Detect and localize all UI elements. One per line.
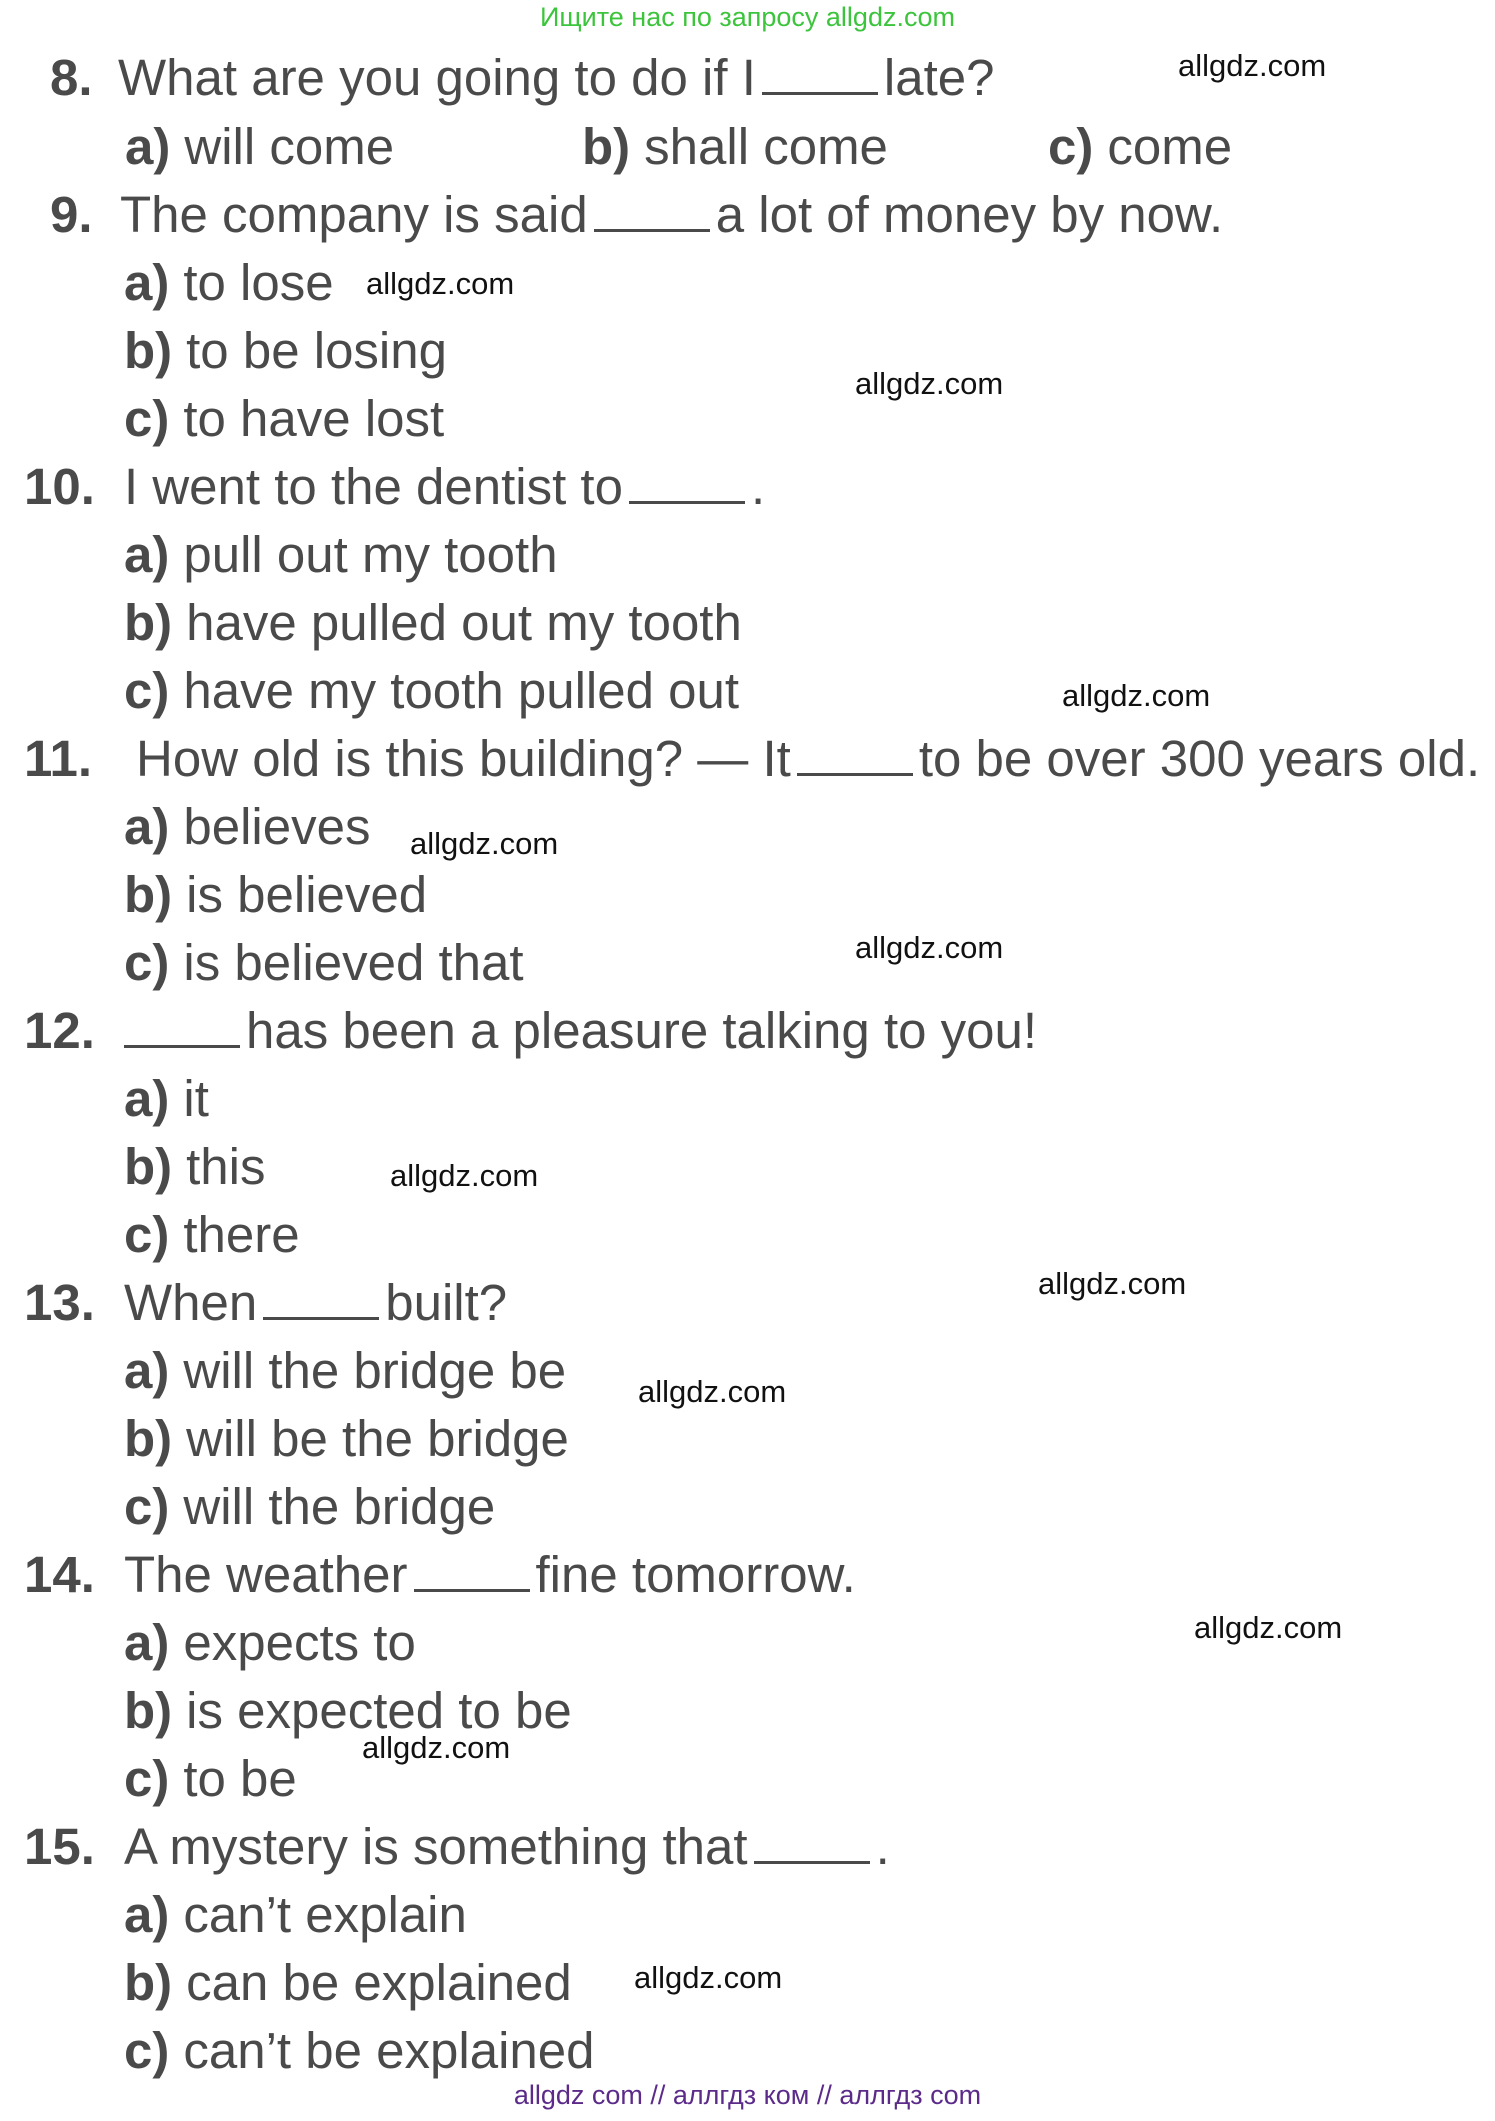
option-letter: c) [124, 1478, 170, 1535]
watermark: allgdz.com [855, 930, 1004, 965]
question-number: 12. [24, 1002, 95, 1059]
watermark: allgdz.com [362, 1730, 511, 1765]
option-letter: c) [124, 2022, 170, 2079]
question-15 [24, 1818, 890, 1875]
question-number: 14. [24, 1546, 95, 1603]
option-text: is believed [186, 866, 428, 923]
option-text: will be the bridge [186, 1410, 569, 1467]
option-9b [124, 322, 447, 379]
answer-blank [754, 1821, 870, 1864]
option-text: can be explained [186, 1954, 572, 2011]
option-letter: b) [124, 1138, 173, 1195]
question-text-before: I went to the dentist to [124, 458, 623, 515]
question-number: 15. [24, 1818, 95, 1875]
answer-blank [629, 461, 745, 504]
option-10b [124, 594, 742, 651]
option-11c [124, 934, 524, 991]
question-text-after: . [875, 1818, 890, 1875]
option-text: will come [184, 118, 395, 175]
top-banner: Ищите нас по запросу allgdz.com [540, 2, 955, 32]
option-15a [124, 1886, 467, 1943]
watermark: allgdz.com [855, 366, 1004, 401]
question-number: 10. [24, 458, 95, 515]
question-10 [24, 458, 766, 515]
option-letter: c) [124, 390, 170, 447]
option-10a [124, 526, 558, 583]
option-13a [124, 1342, 567, 1399]
question-11 [24, 730, 1481, 787]
watermark: allgdz.com [1062, 678, 1211, 713]
option-letter: b) [124, 1954, 173, 2011]
option-8c [1048, 118, 1233, 175]
option-letter: c) [124, 1750, 170, 1807]
footer-links: allgdz com // аллгдз ком // аллгдз com [513, 2080, 982, 2110]
option-12b [124, 1138, 266, 1195]
option-14b [124, 1682, 572, 1739]
option-text: to lose [183, 254, 334, 311]
option-text: pull out my tooth [183, 526, 558, 583]
option-text: can’t be explained [183, 2022, 595, 2079]
question-text-after: . [750, 458, 766, 515]
watermark: allgdz.com [634, 1960, 783, 1995]
option-letter: a) [124, 1614, 170, 1671]
watermark: allgdz.com [366, 266, 515, 301]
watermark: allgdz.com [410, 826, 559, 861]
answer-blank [263, 1277, 379, 1320]
option-letter: a) [124, 254, 170, 311]
option-letter: c) [124, 1206, 170, 1263]
answer-blank [124, 1005, 240, 1048]
option-15b [124, 1954, 572, 2011]
answer-blank [797, 733, 913, 776]
option-letter: a) [125, 118, 171, 175]
question-number: 13. [24, 1274, 95, 1331]
option-text: shall come [644, 118, 888, 175]
option-14a [124, 1614, 416, 1671]
option-letter: b) [124, 594, 173, 651]
option-15c [124, 2022, 595, 2079]
question-number: 11. [24, 730, 93, 787]
question-text-after: to be over 300 years old. [918, 730, 1481, 787]
option-text: to be [183, 1750, 297, 1807]
option-letter: c) [124, 662, 170, 719]
question-text-after: built? [385, 1274, 508, 1331]
option-text: it [183, 1070, 209, 1127]
option-14c [124, 1750, 297, 1807]
option-9c [124, 390, 445, 447]
option-text: have pulled out my tooth [186, 594, 742, 651]
option-text: will the bridge [183, 1478, 496, 1535]
question-text-before: What are you going to do if I [118, 49, 756, 106]
option-letter: b) [124, 866, 173, 923]
option-letter: b) [124, 1682, 173, 1739]
watermark: allgdz.com [1194, 1610, 1343, 1645]
option-12a [124, 1070, 209, 1127]
option-text: have my tooth pulled out [183, 662, 740, 719]
option-letter: b) [582, 118, 631, 175]
question-text-before: How old is this building? — It [136, 730, 791, 787]
option-letter: a) [124, 1886, 170, 1943]
option-text: there [183, 1206, 300, 1263]
option-8b [582, 118, 888, 175]
option-8a [125, 118, 395, 175]
option-letter: c) [124, 934, 170, 991]
option-text: expects to [183, 1614, 416, 1671]
option-text: this [186, 1138, 266, 1195]
option-text: to be losing [186, 322, 447, 379]
watermark: allgdz.com [1038, 1266, 1187, 1301]
watermark: allgdz.com [638, 1374, 787, 1409]
option-letter: a) [124, 1070, 170, 1127]
answer-blank [762, 52, 878, 95]
watermark: allgdz.com [1178, 48, 1327, 83]
option-text: is expected to be [186, 1682, 572, 1739]
option-letter: a) [124, 1342, 170, 1399]
answer-blank [414, 1549, 530, 1592]
option-11b [124, 866, 428, 923]
question-text-after: late? [883, 49, 995, 106]
question-text-before: The company is said [120, 186, 588, 243]
option-text: come [1107, 118, 1233, 175]
question-13 [24, 1274, 508, 1331]
question-number: 9. [50, 186, 93, 243]
option-text: will the bridge be [183, 1342, 567, 1399]
option-13b [124, 1410, 569, 1467]
question-text-before: A mystery is something that [124, 1818, 748, 1875]
option-letter: b) [124, 1410, 173, 1467]
option-9a [124, 254, 334, 311]
option-letter: b) [124, 322, 173, 379]
question-text-before: When [124, 1274, 258, 1331]
option-13c [124, 1478, 496, 1535]
option-text: can’t explain [183, 1886, 467, 1943]
question-number: 8. [50, 49, 93, 106]
question-8 [50, 49, 995, 106]
option-12c [124, 1206, 300, 1263]
option-10c [124, 662, 740, 719]
question-text-before: The weather [124, 1546, 408, 1603]
answer-blank [594, 189, 710, 232]
option-letter: c) [1048, 118, 1094, 175]
question-12 [24, 1002, 1038, 1059]
question-9 [50, 186, 1224, 243]
question-text-after: fine tomorrow. [535, 1546, 856, 1603]
watermark: allgdz.com [390, 1158, 539, 1193]
option-text: is believed that [183, 934, 524, 991]
question-14 [24, 1546, 856, 1603]
question-text-after: a lot of money by now. [715, 186, 1224, 243]
option-letter: a) [124, 526, 170, 583]
option-text: to have lost [183, 390, 445, 447]
question-text-after: has been a pleasure talking to you! [246, 1002, 1038, 1059]
option-11a [124, 798, 371, 855]
option-letter: a) [124, 798, 170, 855]
option-text: believes [183, 798, 371, 855]
